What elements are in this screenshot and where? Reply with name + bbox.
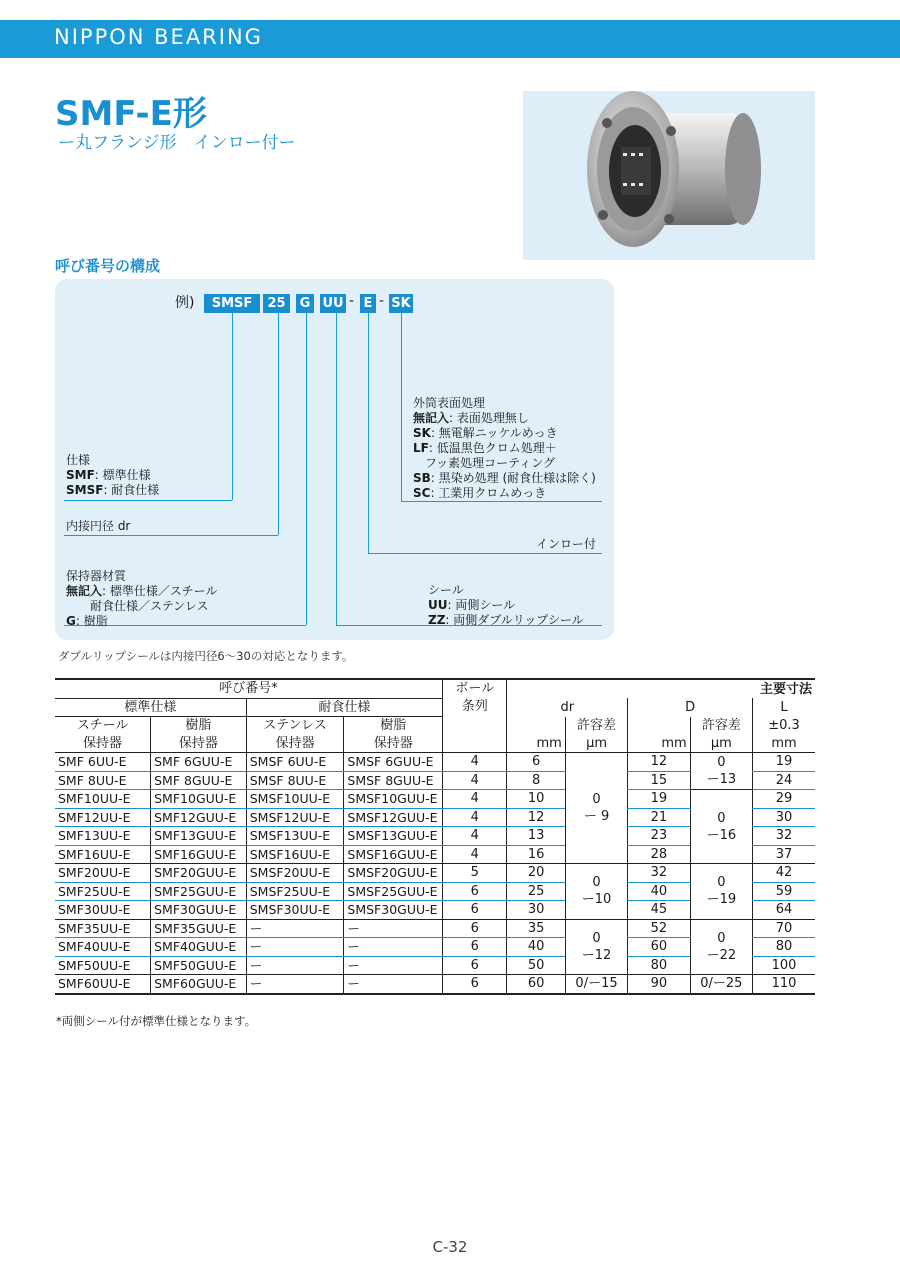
header-D: D (628, 698, 753, 717)
header-mm: mm (753, 735, 815, 753)
header-D-tolerance: 許容差 (690, 717, 752, 735)
code-part-retainer: G (296, 294, 314, 313)
header-resin: 樹脂 (344, 717, 443, 735)
table-row (55, 975, 815, 994)
header-um: μm (565, 735, 627, 753)
cell-cor-steel: SMSF30UU-E (246, 901, 344, 920)
cell-cor-resin: ー (344, 956, 443, 975)
cell-ball: 6 (443, 919, 507, 938)
cell-std-resin: SMF30GUU-E (151, 901, 247, 920)
spec-table (55, 678, 815, 995)
cell-std-steel: SMF16UU-E (55, 845, 151, 864)
code-separator: - (349, 293, 355, 309)
cell-ball: 6 (443, 975, 507, 994)
connector-line (401, 313, 402, 501)
table-row (55, 919, 815, 938)
page-title: SMF-E形 (55, 94, 207, 134)
code-part-bore: 25 (263, 294, 290, 313)
cell-L: 110 (753, 975, 815, 994)
cell-cor-steel: ー (246, 956, 344, 975)
cell-dr: 12 (507, 808, 565, 827)
cell-std-resin: SMF 6GUU-E (151, 753, 247, 772)
page-number: C-32 (432, 1238, 468, 1256)
cell-dr: 50 (507, 956, 565, 975)
connector-line (368, 553, 602, 554)
cell-dr: 13 (507, 827, 565, 846)
connector-line (401, 501, 602, 502)
cell-ball: 6 (443, 938, 507, 957)
cell-dr: 8 (507, 771, 565, 790)
cell-cor-steel: SMSF 6UU-E (246, 753, 344, 772)
cell-ball: 4 (443, 790, 507, 809)
cell-std-resin: SMF12GUU-E (151, 808, 247, 827)
cell-dr-tolerance: 0 ー12 (565, 919, 627, 975)
connector-line (64, 535, 278, 536)
cell-dr: 30 (507, 901, 565, 920)
cell-L: 70 (753, 919, 815, 938)
page-subtitle: ー丸フランジ形 インロー付ー (58, 133, 296, 153)
cell-D: 15 (628, 771, 690, 790)
connector-line (278, 313, 279, 535)
cell-cor-resin: SMSF12GUU-E (344, 808, 443, 827)
cell-cor-steel: SMSF 8UU-E (246, 771, 344, 790)
connector-line (64, 500, 232, 501)
cell-ball: 4 (443, 827, 507, 846)
cell-ball: 4 (443, 808, 507, 827)
cell-ball: 6 (443, 901, 507, 920)
cell-dr: 40 (507, 938, 565, 957)
cell-D: 21 (628, 808, 690, 827)
cell-D: 52 (628, 919, 690, 938)
cell-L: 19 (753, 753, 815, 772)
code-part-series: SMSF (204, 294, 260, 313)
cell-ball: 4 (443, 845, 507, 864)
header-resin: 樹脂 (151, 717, 247, 735)
cell-L: 37 (753, 845, 815, 864)
spec-label: 仕様 SMF: 標準仕様 SMSF: 耐食仕様 (66, 453, 160, 497)
cell-L: 64 (753, 901, 815, 920)
header-L: L (753, 698, 815, 717)
header-um: μm (690, 735, 752, 753)
bearing-illustration (523, 91, 815, 260)
header-ball-rows: ボール 条列 (443, 679, 507, 753)
cell-D-tolerance: 0 ー16 (690, 790, 752, 864)
header-dr-tolerance: 許容差 (565, 717, 627, 735)
cell-std-resin: SMF20GUU-E (151, 864, 247, 883)
cell-dr-tolerance: 0 ー 9 (565, 753, 627, 864)
cell-dr: 16 (507, 845, 565, 864)
connector-line (232, 313, 233, 500)
cell-cor-steel: ー (246, 938, 344, 957)
seal-label: シール UU: 両側シール ZZ: 両側ダブルリップシール (428, 583, 584, 627)
cell-D: 23 (628, 827, 690, 846)
cell-D: 80 (628, 956, 690, 975)
cell-cor-resin: ー (344, 938, 443, 957)
cell-D-tolerance: 0/ー25 (690, 975, 752, 994)
cell-std-steel: SMF50UU-E (55, 956, 151, 975)
cell-cor-resin: SMSF 6GUU-E (344, 753, 443, 772)
cell-L: 100 (753, 956, 815, 975)
cell-dr: 10 (507, 790, 565, 809)
cell-std-steel: SMF10UU-E (55, 790, 151, 809)
cell-std-resin: SMF13GUU-E (151, 827, 247, 846)
brand-name: NIPPON BEARING (54, 25, 263, 49)
header-retainer: 保持器 (246, 735, 344, 753)
cell-cor-steel: SMSF20UU-E (246, 864, 344, 883)
cell-dr: 20 (507, 864, 565, 883)
cell-ball: 4 (443, 753, 507, 772)
header-L-tolerance: ±0.3 (753, 717, 815, 735)
section-title: 呼び番号の構成 (55, 257, 161, 275)
code-part-seal: UU (320, 294, 346, 313)
code-separator: - (379, 293, 385, 309)
cell-L: 30 (753, 808, 815, 827)
cell-D: 60 (628, 938, 690, 957)
cell-cor-resin: SMSF 8GUU-E (344, 771, 443, 790)
cell-std-steel: SMF13UU-E (55, 827, 151, 846)
cell-L: 29 (753, 790, 815, 809)
cell-cor-steel: ー (246, 975, 344, 994)
cell-std-steel: SMF12UU-E (55, 808, 151, 827)
cell-std-steel: SMF40UU-E (55, 938, 151, 957)
cell-ball: 5 (443, 864, 507, 883)
cell-cor-steel: ー (246, 919, 344, 938)
cell-dr: 25 (507, 882, 565, 901)
cell-D: 28 (628, 845, 690, 864)
cell-L: 24 (753, 771, 815, 790)
cell-cor-resin: ー (344, 975, 443, 994)
cell-std-resin: SMF40GUU-E (151, 938, 247, 957)
cell-D: 19 (628, 790, 690, 809)
cell-D: 32 (628, 864, 690, 883)
cell-cor-resin: SMSF13GUU-E (344, 827, 443, 846)
cell-ball: 6 (443, 882, 507, 901)
cell-cor-resin: SMSF10GUU-E (344, 790, 443, 809)
table-row (55, 753, 815, 772)
cell-D: 90 (628, 975, 690, 994)
code-part-spigot: E (360, 294, 376, 313)
connector-line (306, 313, 307, 625)
cell-cor-steel: SMSF10UU-E (246, 790, 344, 809)
cell-std-steel: SMF20UU-E (55, 864, 151, 883)
cell-D: 12 (628, 753, 690, 772)
cell-L: 32 (753, 827, 815, 846)
header-standard: 標準仕様 (55, 698, 246, 717)
header-part-number: 呼び番号* (55, 679, 443, 698)
header-band (0, 20, 900, 58)
cell-std-resin: SMF50GUU-E (151, 956, 247, 975)
cell-std-steel: SMF30UU-E (55, 901, 151, 920)
cell-D: 45 (628, 901, 690, 920)
header-main-dims: 主要寸法 (507, 679, 815, 698)
spigot-label: インロー付 (536, 537, 597, 551)
product-photo (523, 91, 815, 260)
header-mm: mm (507, 735, 565, 753)
cell-std-resin: SMF 8GUU-E (151, 771, 247, 790)
cell-D-tolerance: 0 ー19 (690, 864, 752, 920)
cell-cor-resin: SMSF30GUU-E (344, 901, 443, 920)
surface-heading: 外筒表面処理 (413, 396, 486, 410)
header-dr: dr (507, 698, 628, 717)
connector-line (368, 313, 369, 553)
cell-cor-resin: ー (344, 919, 443, 938)
header-stainless: ステンレス (246, 717, 344, 735)
cell-dr: 35 (507, 919, 565, 938)
cell-ball: 6 (443, 956, 507, 975)
table-row (55, 864, 815, 883)
part-number-config (55, 279, 614, 640)
cell-D-tolerance: 0 ー22 (690, 919, 752, 975)
cell-L: 42 (753, 864, 815, 883)
cell-dr-tolerance: 0/ー15 (565, 975, 627, 994)
header-retainer: 保持器 (151, 735, 247, 753)
cell-std-steel: SMF 8UU-E (55, 771, 151, 790)
cell-dr: 60 (507, 975, 565, 994)
cell-dr-tolerance: 0 ー10 (565, 864, 627, 920)
surface-treatment-label: 外筒表面処理 無記入: 表面処理無し SK: 無電解ニッケルめっき LF: 低温黒色クロム処理＋ フッ素処理コーティング SB: 黒染め処理 (耐食仕様は除く) SC: 工業用クロムめっき (413, 396, 596, 500)
cell-std-resin: SMF10GUU-E (151, 790, 247, 809)
cell-cor-resin: SMSF25GUU-E (344, 882, 443, 901)
cell-ball: 4 (443, 771, 507, 790)
cell-L: 59 (753, 882, 815, 901)
cell-cor-steel: SMSF12UU-E (246, 808, 344, 827)
cell-cor-steel: SMSF25UU-E (246, 882, 344, 901)
header-mm: mm (628, 735, 690, 753)
table-row (55, 790, 815, 809)
seal-standard-note: *両側シール付が標準仕様となります。 (56, 1014, 257, 1028)
cell-std-steel: SMF35UU-E (55, 919, 151, 938)
cell-std-resin: SMF16GUU-E (151, 845, 247, 864)
cell-dr: 6 (507, 753, 565, 772)
cell-cor-steel: SMSF16UU-E (246, 845, 344, 864)
cell-std-resin: SMF60GUU-E (151, 975, 247, 994)
cell-cor-resin: SMSF16GUU-E (344, 845, 443, 864)
retainer-label: 保持器材質 無記入: 標準仕様／スチール 耐食仕様／ステンレス G: 樹脂 (66, 569, 218, 628)
cell-D: 40 (628, 882, 690, 901)
connector-line (336, 313, 337, 625)
cell-L: 80 (753, 938, 815, 957)
cell-std-steel: SMF25UU-E (55, 882, 151, 901)
cell-cor-steel: SMSF13UU-E (246, 827, 344, 846)
cell-cor-resin: SMSF20GUU-E (344, 864, 443, 883)
header-steel: スチール (55, 717, 151, 735)
cell-std-resin: SMF25GUU-E (151, 882, 247, 901)
header-retainer: 保持器 (344, 735, 443, 753)
code-part-surface: SK (389, 294, 413, 313)
cell-D-tolerance: 0 ー13 (690, 753, 752, 790)
header-corrosion: 耐食仕様 (246, 698, 442, 717)
double-lip-note: ダブルリップシールは内接円径6〜30の対応となります。 (58, 649, 354, 663)
cell-std-steel: SMF 6UU-E (55, 753, 151, 772)
header-retainer: 保持器 (55, 735, 151, 753)
cell-std-resin: SMF35GUU-E (151, 919, 247, 938)
bore-label: 内接円径 dr (66, 519, 131, 533)
example-prefix: 例) (175, 295, 195, 311)
cell-std-steel: SMF60UU-E (55, 975, 151, 994)
